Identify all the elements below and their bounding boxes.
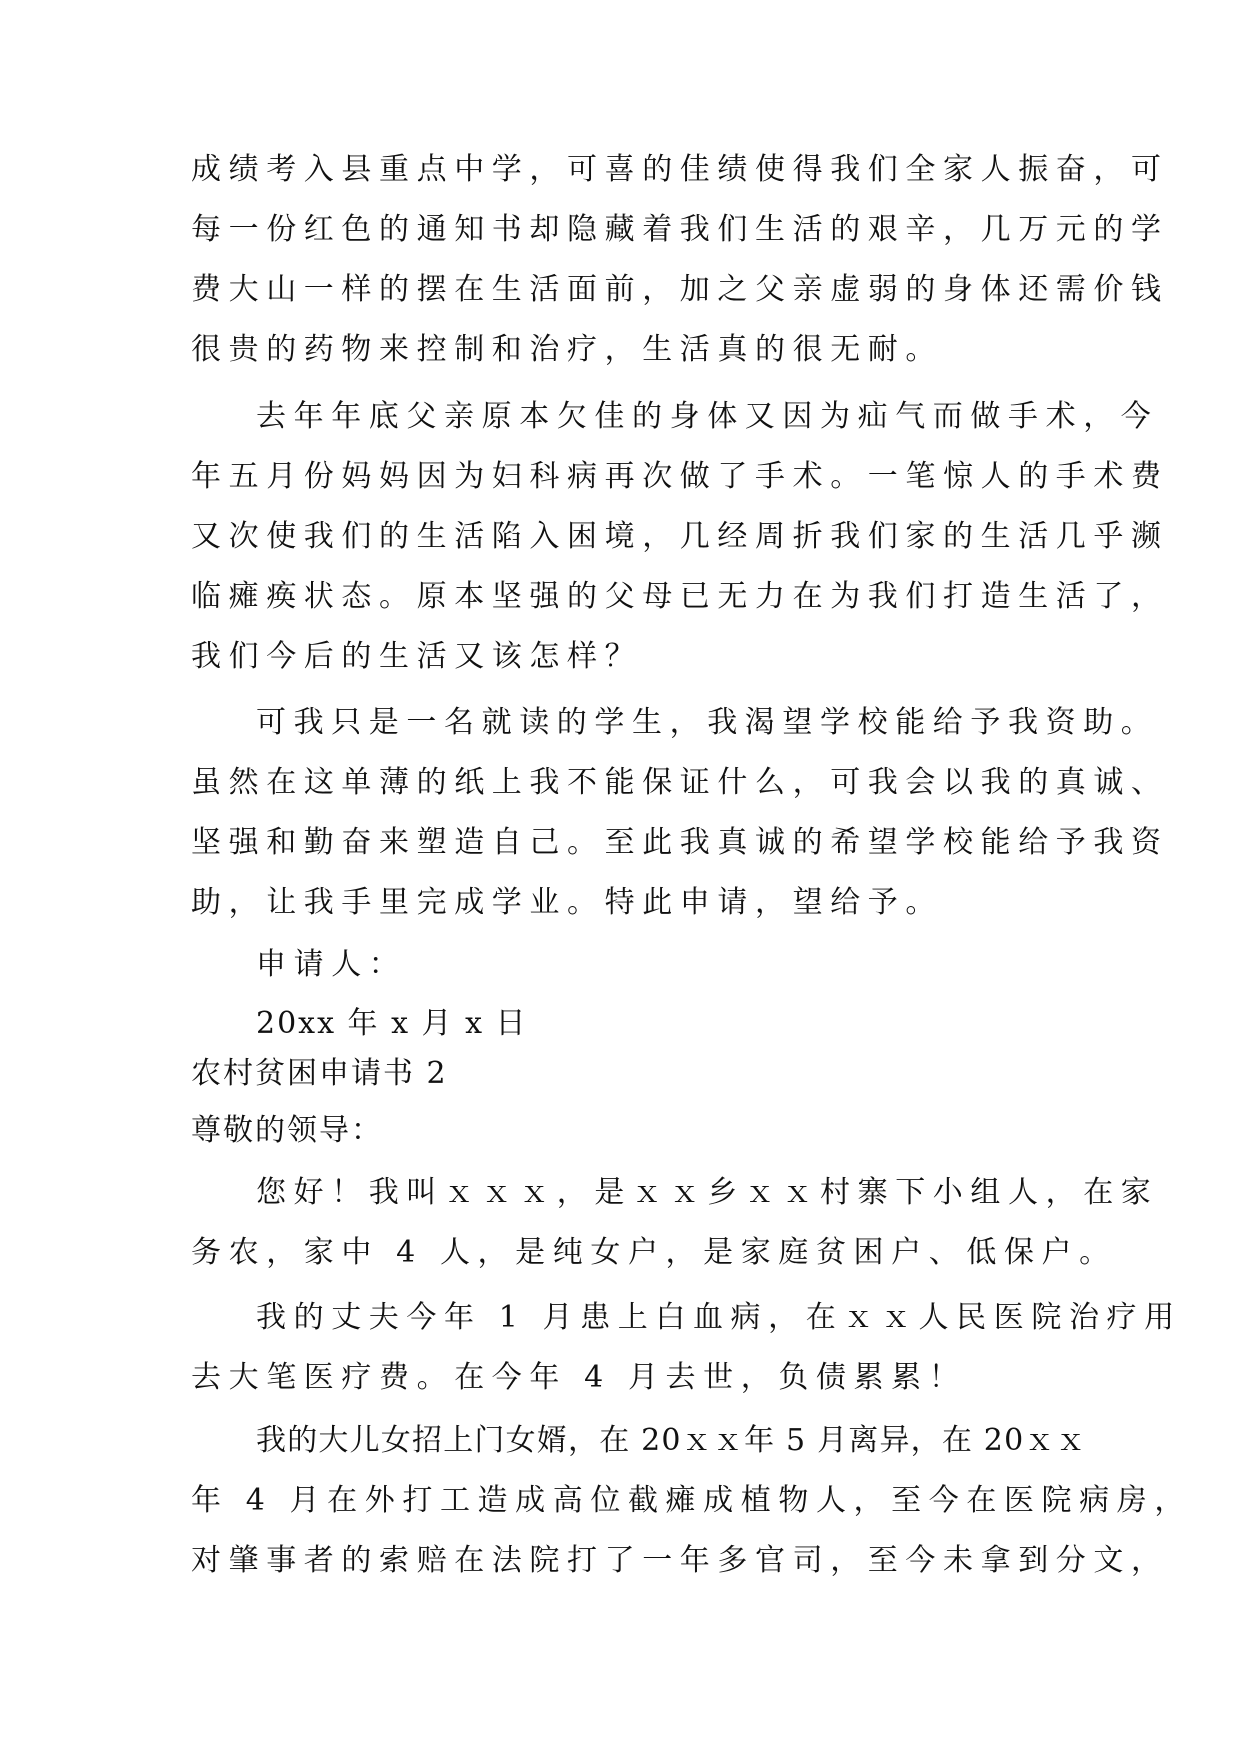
date-line: 20xx 年 x 月 x 日 [256, 1006, 528, 1041]
paragraph-line: 务农，家中 4 人，是纯女户，是家庭贫困户、低保户。 [191, 1235, 1117, 1270]
paragraph-line: 坚强和勤奋来塑造自己。至此我真诚的希望学校能给予我资 [191, 825, 1169, 860]
applicant-label: 申请人： [256, 947, 407, 982]
paragraph-line: 每一份红色的通知书却隐藏着我们生活的艰辛，几万元的学 [191, 212, 1169, 247]
section-title: 农村贫困申请书 2 [191, 1056, 448, 1091]
paragraph-line: 可我只是一名就读的学生，我渴望学校能给予我资助。 [256, 705, 1159, 740]
paragraph-line: 很贵的药物来控制和治疗，生活真的很无耐。 [191, 332, 943, 367]
paragraph-line: 我的大儿女招上门女婿，在 20ｘｘ年 5 月离异，在 20ｘｘ [256, 1423, 1087, 1458]
paragraph-line: 去年年底父亲原本欠佳的身体又因为疝气而做手术，今 [256, 399, 1159, 434]
paragraph-line: 又次使我们的生活陷入困境，几经周折我们家的生活几乎濒 [191, 519, 1169, 554]
paragraph-line: 年 4 月在外打工造成高位截瘫成植物人，至今在医院病房， [191, 1483, 1192, 1518]
paragraph-line: 年五月份妈妈因为妇科病再次做了手术。一笔惊人的手术费 [191, 459, 1169, 494]
paragraph-line: 虽然在这单薄的纸上我不能保证什么，可我会以我的真诚、 [191, 765, 1169, 800]
paragraph-line: 对肇事者的索赔在法院打了一年多官司，至今未拿到分文， [191, 1543, 1169, 1578]
paragraph-line: 您好！我叫ｘｘｘ，是ｘｘ乡ｘｘ村寨下小组人，在家 [256, 1175, 1159, 1210]
paragraph-line: 去大笔医疗费。在今年 4 月去世，负债累累！ [191, 1360, 967, 1395]
paragraph-line: 费大山一样的摆在生活面前，加之父亲虚弱的身体还需价钱 [191, 272, 1169, 307]
paragraph-line: 临瘫痪状态。原本坚强的父母已无力在为我们打造生活了， [191, 579, 1169, 614]
salutation: 尊敬的领导： [191, 1113, 383, 1148]
paragraph-line: 助，让我手里完成学业。特此申请，望给予。 [191, 885, 943, 920]
paragraph-line: 我们今后的生活又该怎样？ [191, 639, 643, 674]
paragraph-line: 我的丈夫今年 1 月患上白血病，在ｘｘ人民医院治疗用 [256, 1300, 1182, 1335]
paragraph-line: 成绩考入县重点中学，可喜的佳绩使得我们全家人振奋，可 [191, 152, 1169, 187]
